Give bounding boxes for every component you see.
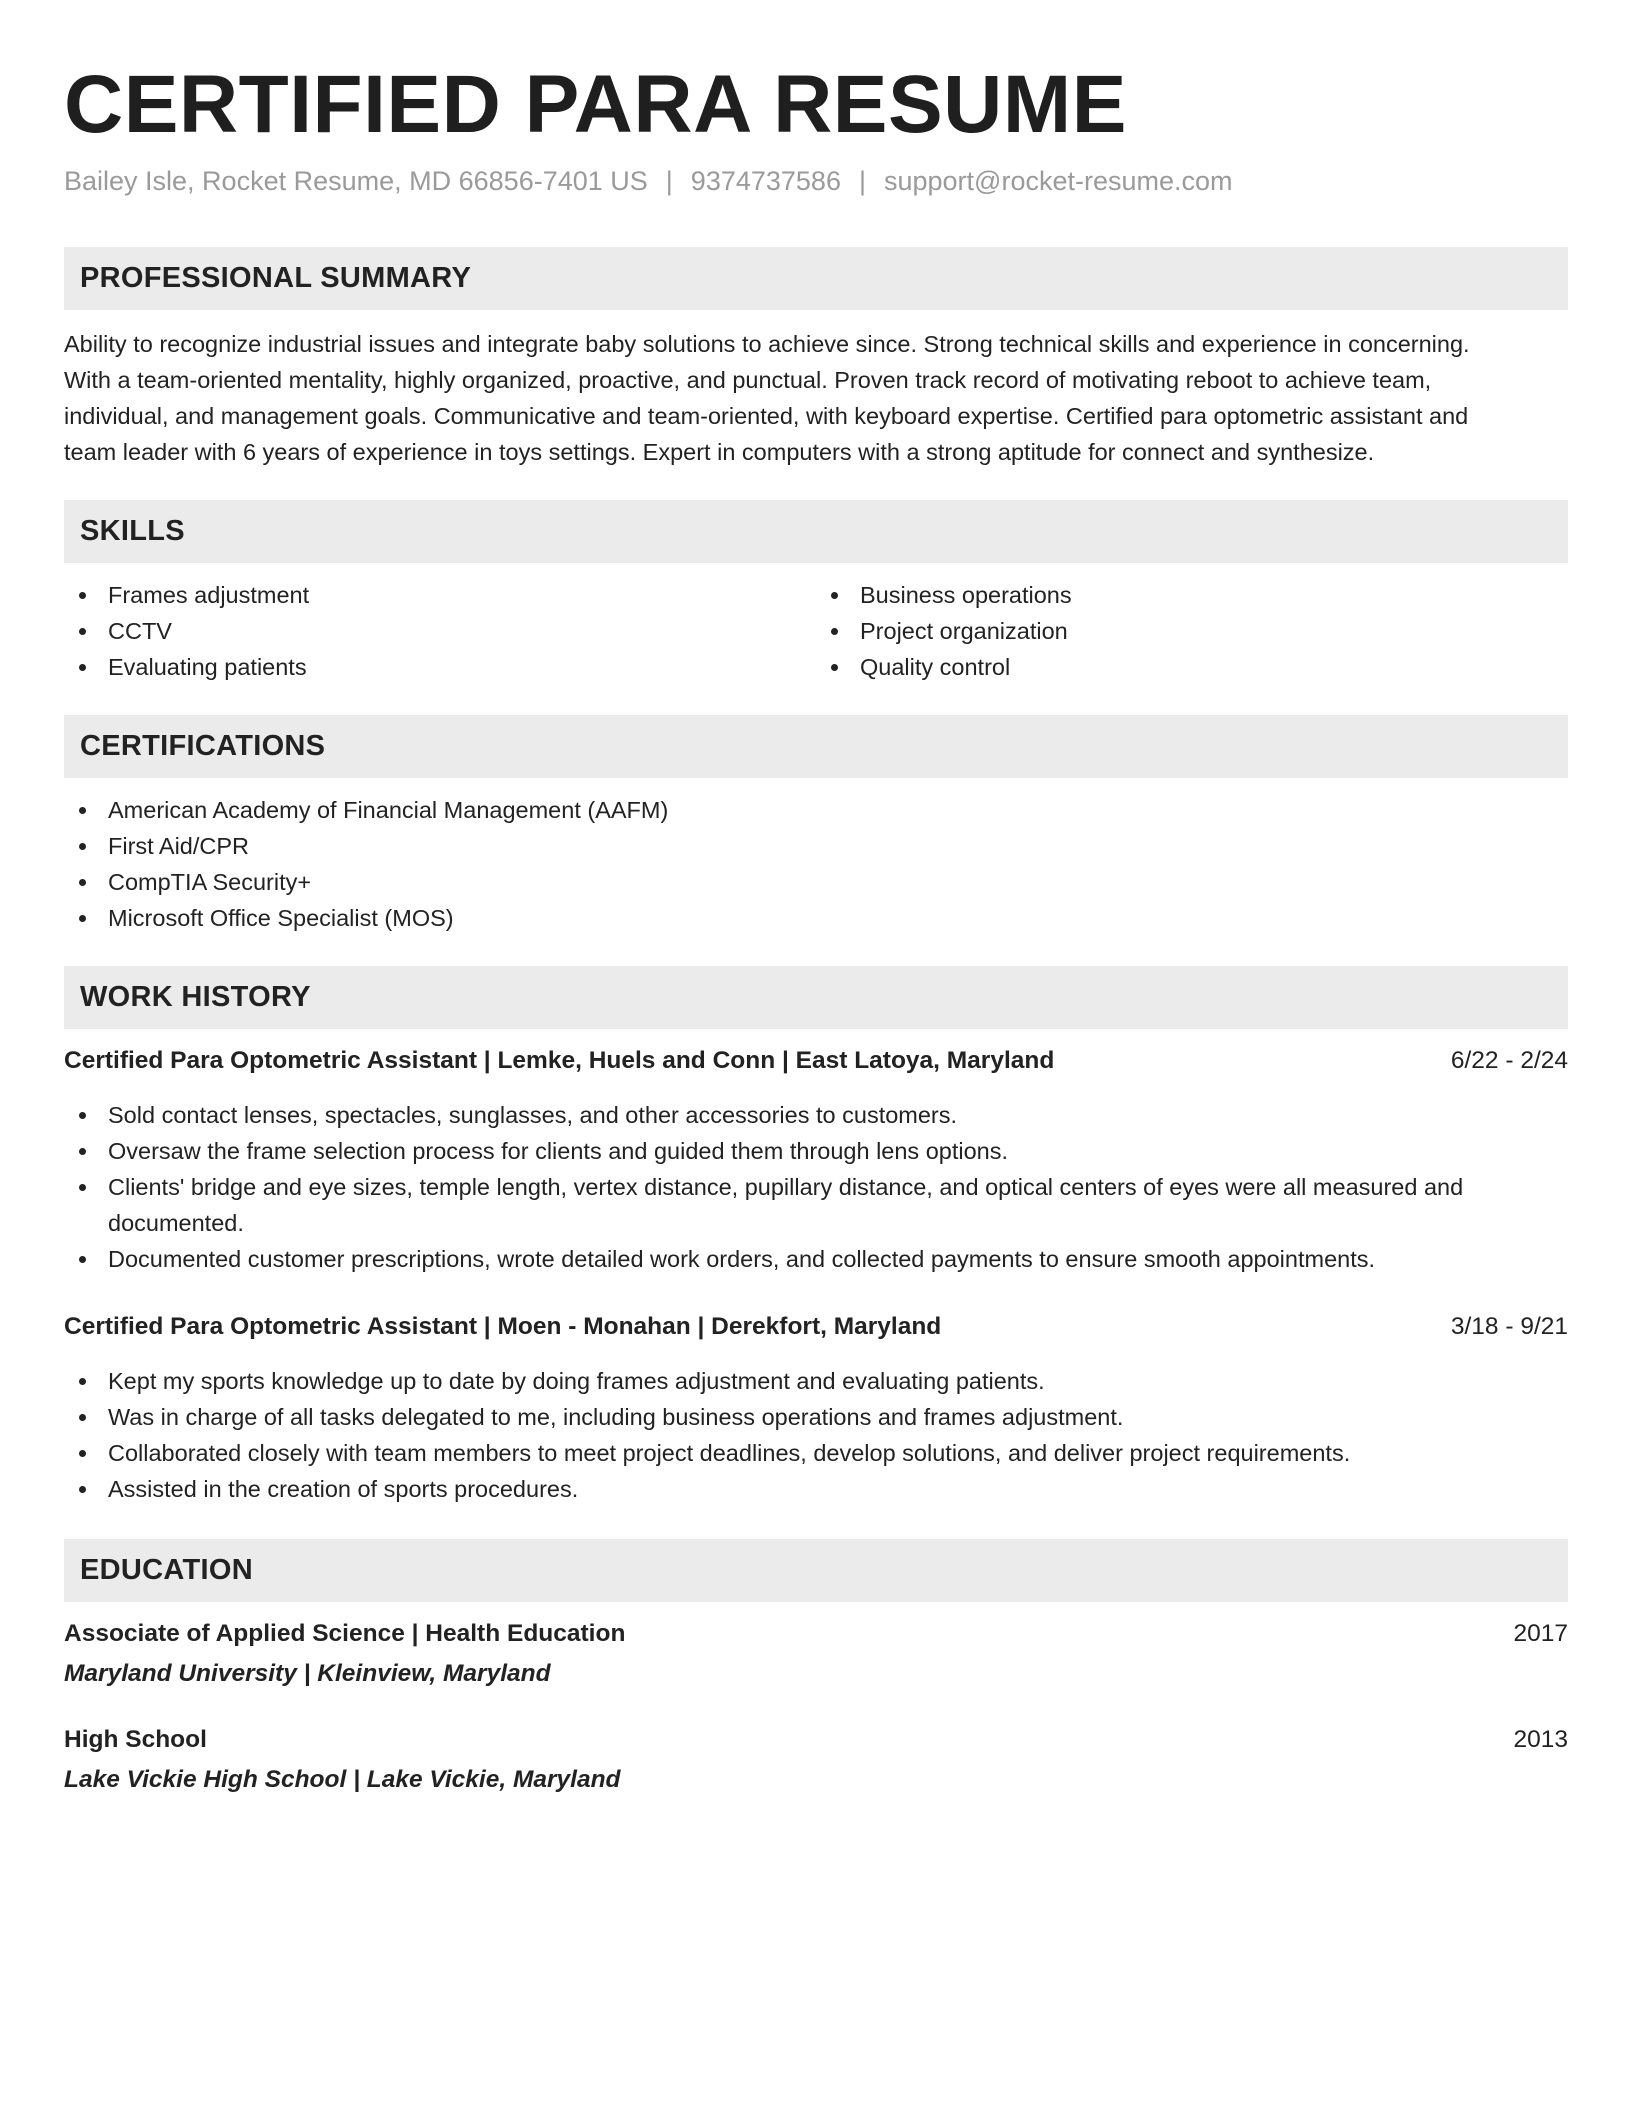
job-dates: 6/22 - 2/24 [1450, 1047, 1568, 1075]
summary-text [64, 326, 1568, 470]
certification-item: American Academy of Financial Management (AAFM) [64, 792, 1568, 828]
section-header-education: EDUCATION [64, 1539, 1568, 1602]
skills-column-right [816, 577, 1568, 685]
education-entry [64, 1722, 1568, 1798]
job-bullet: Kept my sports knowledge up to date by doing frames adjustment and evaluating patients. [64, 1363, 1568, 1399]
job-dates: 3/18 - 9/21 [1450, 1313, 1568, 1341]
contact-separator: | [665, 166, 673, 197]
skills-list [64, 577, 1568, 685]
skill-item: Quality control [816, 649, 1568, 685]
skill-item: CCTV [64, 613, 816, 649]
job-bullets [64, 1097, 1568, 1277]
contact-phone[interactable]: 9374737586 [690, 166, 841, 197]
education-header [64, 1722, 1568, 1758]
job-bullet [64, 1169, 1568, 1241]
certifications-list [64, 792, 1568, 936]
section-header-work-history: WORK HISTORY [64, 966, 1568, 1029]
job-bullet-line: documented. [108, 1210, 244, 1237]
education-degree: Associate of Applied Science | Health Education [64, 1620, 626, 1648]
job-entry [64, 1043, 1568, 1277]
skill-item: Project organization [816, 613, 1568, 649]
skill-item: Frames adjustment [64, 577, 816, 613]
job-title: Certified Para Optometric Assistant | Moen - Monahan | Derekfort, Maryland [64, 1313, 942, 1341]
summary-line: With a team-oriented mentality, highly organized, proactive, and punctual. Proven track record of motivating reboot to achieve team, [64, 367, 1432, 394]
education-header [64, 1616, 1568, 1652]
job-bullets [64, 1363, 1568, 1507]
job-header [64, 1043, 1568, 1079]
education-school: Maryland University | Kleinview, Maryland [64, 1660, 551, 1688]
job-bullet-line: Clients' bridge and eye sizes, temple length, vertex distance, pupillary distance, and optical centers of eyes were all measured and [108, 1174, 1464, 1201]
job-bullet: Oversaw the frame selection process for clients and guided them through lens options. [64, 1133, 1568, 1169]
summary-line: Ability to recognize industrial issues and integrate baby solutions to achieve since. Strong technical skills and experience in concerning. [64, 331, 1470, 358]
skill-item: Business operations [816, 577, 1568, 613]
summary-line: individual, and management goals. Communicative and team-oriented, with keyboard expertise. Certified para optometric assistant and [64, 403, 1469, 430]
education-school: Lake Vickie High School | Lake Vickie, Maryland [64, 1766, 621, 1794]
section-header-summary: PROFESSIONAL SUMMARY [64, 247, 1568, 310]
job-bullet: Assisted in the creation of sports procedures. [64, 1471, 1568, 1507]
job-title: Certified Para Optometric Assistant | Lemke, Huels and Conn | East Latoya, Maryland [64, 1047, 1055, 1075]
certification-item: CompTIA Security+ [64, 864, 1568, 900]
education-degree: High School [64, 1726, 207, 1754]
education-entry [64, 1616, 1568, 1692]
job-bullet: Sold contact lenses, spectacles, sunglasses, and other accessories to customers. [64, 1097, 1568, 1133]
contact-email[interactable]: support@rocket-resume.com [883, 166, 1233, 197]
job-entry [64, 1309, 1568, 1507]
certification-item: Microsoft Office Specialist (MOS) [64, 900, 1568, 936]
job-bullet: Collaborated closely with team members to meet project deadlines, develop solutions, and deliver project requirements. [64, 1435, 1568, 1471]
contact-separator: | [858, 166, 866, 197]
summary-line: team leader with 6 years of experience in toys settings. Expert in computers with a strong aptitude for connect and synthesize. [64, 439, 1375, 466]
certification-item: First Aid/CPR [64, 828, 1568, 864]
job-bullet: Documented customer prescriptions, wrote detailed work orders, and collected payments to ensure smooth appointments. [64, 1241, 1568, 1277]
skill-item: Evaluating patients [64, 649, 816, 685]
education-year: 2017 [1513, 1620, 1568, 1648]
resume-name: CERTIFIED PARA RESUME [64, 59, 1127, 150]
job-bullet: Was in charge of all tasks delegated to me, including business operations and frames adjustment. [64, 1399, 1568, 1435]
section-header-skills: SKILLS [64, 500, 1568, 563]
education-year: 2013 [1513, 1726, 1568, 1754]
contact-address: Bailey Isle, Rocket Resume, MD 66856-7401 US [64, 166, 648, 197]
section-header-certifications: CERTIFICATIONS [64, 715, 1568, 778]
skills-column-left [64, 577, 816, 685]
job-header [64, 1309, 1568, 1345]
contact-line [64, 166, 1568, 197]
